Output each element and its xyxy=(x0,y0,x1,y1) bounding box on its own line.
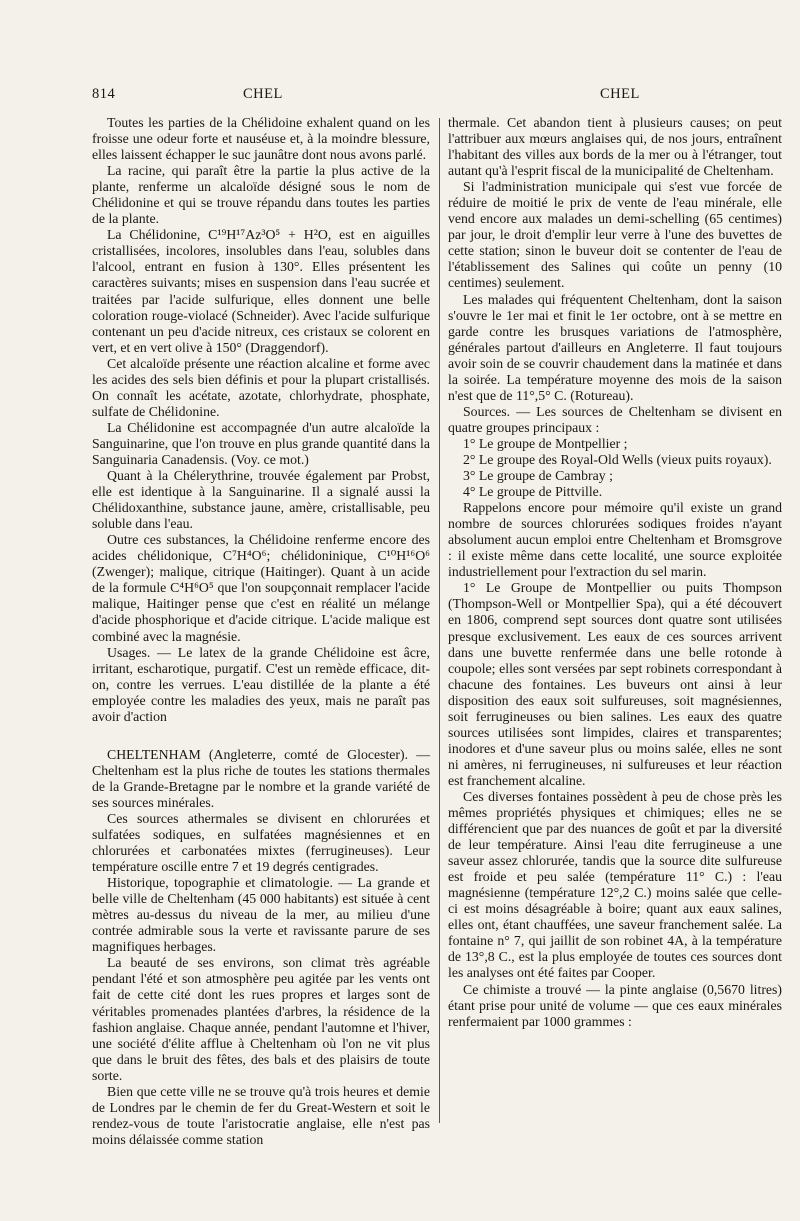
paragraph: Ce chimiste a trouvé — la pinte anglaise (0,5670 litres) étant prise pour unité de volume — que ces eaux minérales renfermaient par 1000 grammes : xyxy=(448,981,782,1029)
paragraph: Ces sources athermales se divisent en chlorurées et sulfatées sodiques, en sulfatées magnésiennes et en chlorurées et carbonatées mixtes (ferrugineuses). Leur température oscille entre 7 et 19 degrés centigrades. xyxy=(92,810,430,875)
running-header xyxy=(0,86,800,106)
paragraph: Outre ces substances, la Chélidoine renferme encore des acides chélidonique, C⁷H⁴O⁶; chélidoninique, C¹⁰H¹⁶O⁶ (Zwenger); malique, citrique (Haitinger). Quant à un acide de la formule C⁴H⁶O⁵ que l'on soupçonnait remplacer l'acide malique, Haitinger pense que c'est en réalité un mélange d'acide phosphorique et d'acide citrique. L'acide malique est combiné avec la magnésie. xyxy=(92,532,430,644)
paragraph: La Chélidonine, C¹⁹H¹⁷Az³O⁵ + H²O, est en aiguilles cristallisées, incolores, insolubles dans l'eau, solubles dans l'alcool, entrant en fusion à 130°. Elles présentent les caractères suivants; mises en suspension dans l'eau sucrée et traitées par l'acide sulfurique, elles donnent une belle coloration rouge-violacé (Schneider). Avec l'acide sulfurique contenant un peu d'acide nitreux, ces cristaux se colorent en vert, et en vert olive à 150° (Draggendorf). xyxy=(92,227,430,355)
paragraph: Ces diverses fontaines possèdent à peu de chose près les mêmes propriétés physiques et chimiques; elles ne se différencient que par des nuances de goût et par la diversité de leur température. Ainsi l'eau dite ferrugineuse a une saveur assez chlorurée, tandis que la source dite sulfureuse est froide et peu salée (température 11° C.) : l'eau magnésienne (température 12°,2 C.) moins salée que celle-ci est moins désagréable à boire; quant aux eaux salines, elles ont, étant chauffées, une saveur franchement salée. La fontaine n° 7, qui jaillit de son robinet 4A, à la température de 13°,8 C., est la plus employée de toutes ces sources dont les analyses ont été faites par Cooper. xyxy=(448,788,782,981)
list-item: 1° Le groupe de Montpellier ; xyxy=(463,435,628,451)
list-item: 3° Le groupe de Cambray ; xyxy=(463,468,613,484)
paragraph-sources: Sources. — Les sources de Cheltenham se divisent en quatre groupes principaux : xyxy=(448,403,782,435)
paragraph: Bien que cette ville ne se trouve qu'à trois heures et demie de Londres par le chemin de fer du Great-Western et soit le rendez-vous de toute l'aristocratie anglaise, elle n'est pas moins délaissée comme station xyxy=(92,1083,430,1147)
paragraph: Cet alcaloïde présente une réaction alcaline et forme avec les acides des sels bien définis et pour la plupart cristallisés. On connaît les acétate, azotate, chlorhydrate, phosphate, sulfate de Chélidonine. xyxy=(92,355,430,419)
paragraph-historique: Historique, topographie et climatologie. — La grande et belle ville de Cheltenham (45 000 habitants) est située à cent mètres au-dessus du niveau de la mer, au milieu d'une contrée admirable sous la verte et ravissante parure de ses magnifiques herbages. xyxy=(92,875,430,955)
paragraph: La beauté de ses environs, son climat très agréable pendant l'été et son atmosphère peu agitée par les vents ont fait de cette cité dont les rues propres et larges sont de véritables promenades plantées d'arbres, la résidence de la fashion anglaise. Chaque année, pendant l'automne et l'hiver, une société d'élite afflue à Cheltenham où l'on ne vit plus que dans le bruit des fêtes, des bals et des plaisirs de toute sorte. xyxy=(92,955,430,1083)
paragraph: thermale. Cet abandon tient à plusieurs causes; on peut l'attribuer aux mœurs anglaises qui, de nos jours, entraînent l'habitant des villes aux bords de la mer ou à l'étranger, tout autant qu'à l'esprit fiscal de la municipalité de Cheltenham. xyxy=(448,115,782,179)
paragraph-usages: Usages. — Le latex de la grande Chélidoine est âcre, irritant, escharotique, purgatif. C'est un remède efficace, dit-on, contre les verrues. L'eau distillée de la plante a été employée contre les maladies des yeux, mais ne paraît pas avoir d'action xyxy=(92,644,430,724)
left-column xyxy=(92,115,430,1148)
paragraph: Quant à la Chélerythrine, trouvée également par Probst, elle est identique à la Sanguinarine. Il a signalé aussi la Chélidoxanthine, substance jaune, amère, cristallisable, peu soluble dans l'eau. xyxy=(92,468,430,532)
paragraph: 1° Le Groupe de Montpellier ou puits Thompson (Thompson-Well or Montpellier Spa), qui a été découvert en 1806, comprend sept sources dont quatre sont utilisées presque exclusivement. Les eaux de ces sources arrivent dans une buvette renfermée dans une belle rotonde à coupole; elles sont versées par sept robinets correspondant à chacune des fontaines. Les buveurs ont ainsi à leur disposition des eaux soit sulfureuses, soit magnésiennes, soit ferrugineuses ou bien salines. Les eaux des quatre sources utilisées sont limpides, claires et transparentes; inodores et d'une saveur plus ou moins salée, elles ne sont ni amères, ni ferrugineuses, ni sulfureuses et leur réaction est franchement alcaline. xyxy=(448,580,782,788)
paragraph: Les malades qui fréquentent Cheltenham, dont la saison s'ouvre le 1er mai et finit le 1er octobre, ont à se mettre en garde contre les brusques variations de l'atmosphère, générales partout d'ailleurs en Angleterre. Il faut toujours avoir soin de se couvrir chaudement dans la matinée et dans la soirée. La température moyenne des mois de la saison n'est que de 11°,5° C. (Rotureau). xyxy=(448,291,782,403)
paragraph: La Chélidonine est accompagnée d'un autre alcaloïde la Sanguinarine, que l'on trouve en plus grande quantité dans la Sanguinaria Canadensis. (Voy. ce mot.) xyxy=(92,419,430,467)
page-number: 814 xyxy=(92,86,116,102)
paragraph: Toutes les parties de la Chélidoine exhalent quand on les froisse une odeur forte et nauséuse et, à la moindre blessure, elles laissent échapper le suc jaunâtre dont nous avons parlé. xyxy=(92,115,430,163)
right-running-head: CHEL xyxy=(600,86,640,102)
paragraph: Si l'administration municipale qui s'est vue forcée de réduire de moitié le prix de vente de l'eau minérale, elle vend encore aux malades un demi-schelling (65 centimes) par jour, le droit d'emplir leur verre à l'une des buvettes de cette station; sinon le buveur doit se contenter de l'eau de l'établissement des Salines qui coûte un penny (10 centimes) seulement. xyxy=(448,179,782,291)
paragraph: Rappelons encore pour mémoire qu'il existe un grand nombre de sources chlorurées sodiques froides n'ayant absolument aucun emploi entre Cheltenham et Bromsgrove : il existe même dans cette localité, une source exploitée industriellement pour l'extraction du sel marin. xyxy=(448,500,782,580)
right-column xyxy=(448,115,782,1030)
paragraph: La racine, qui paraît être la partie la plus active de la plante, renferme un alcaloïde désigné sous le nom de Chélidonine et qui se trouve répandu dans toutes les parties de la plante. xyxy=(92,163,430,227)
list-item: 4° Le groupe de Pittville. xyxy=(463,484,603,500)
column-divider xyxy=(439,118,440,1123)
entry-cheltenham: CHELTENHAM (Angleterre, comté de Glocester). — Cheltenham est la plus riche de toutes les stations thermales de la Grande-Bretagne par le nombre et la grande variété de ses sources minérales. xyxy=(92,746,430,810)
list-item: 2° Le groupe des Royal-Old Wells (vieux puits royaux). xyxy=(463,451,772,467)
left-running-head: CHEL xyxy=(243,86,283,102)
